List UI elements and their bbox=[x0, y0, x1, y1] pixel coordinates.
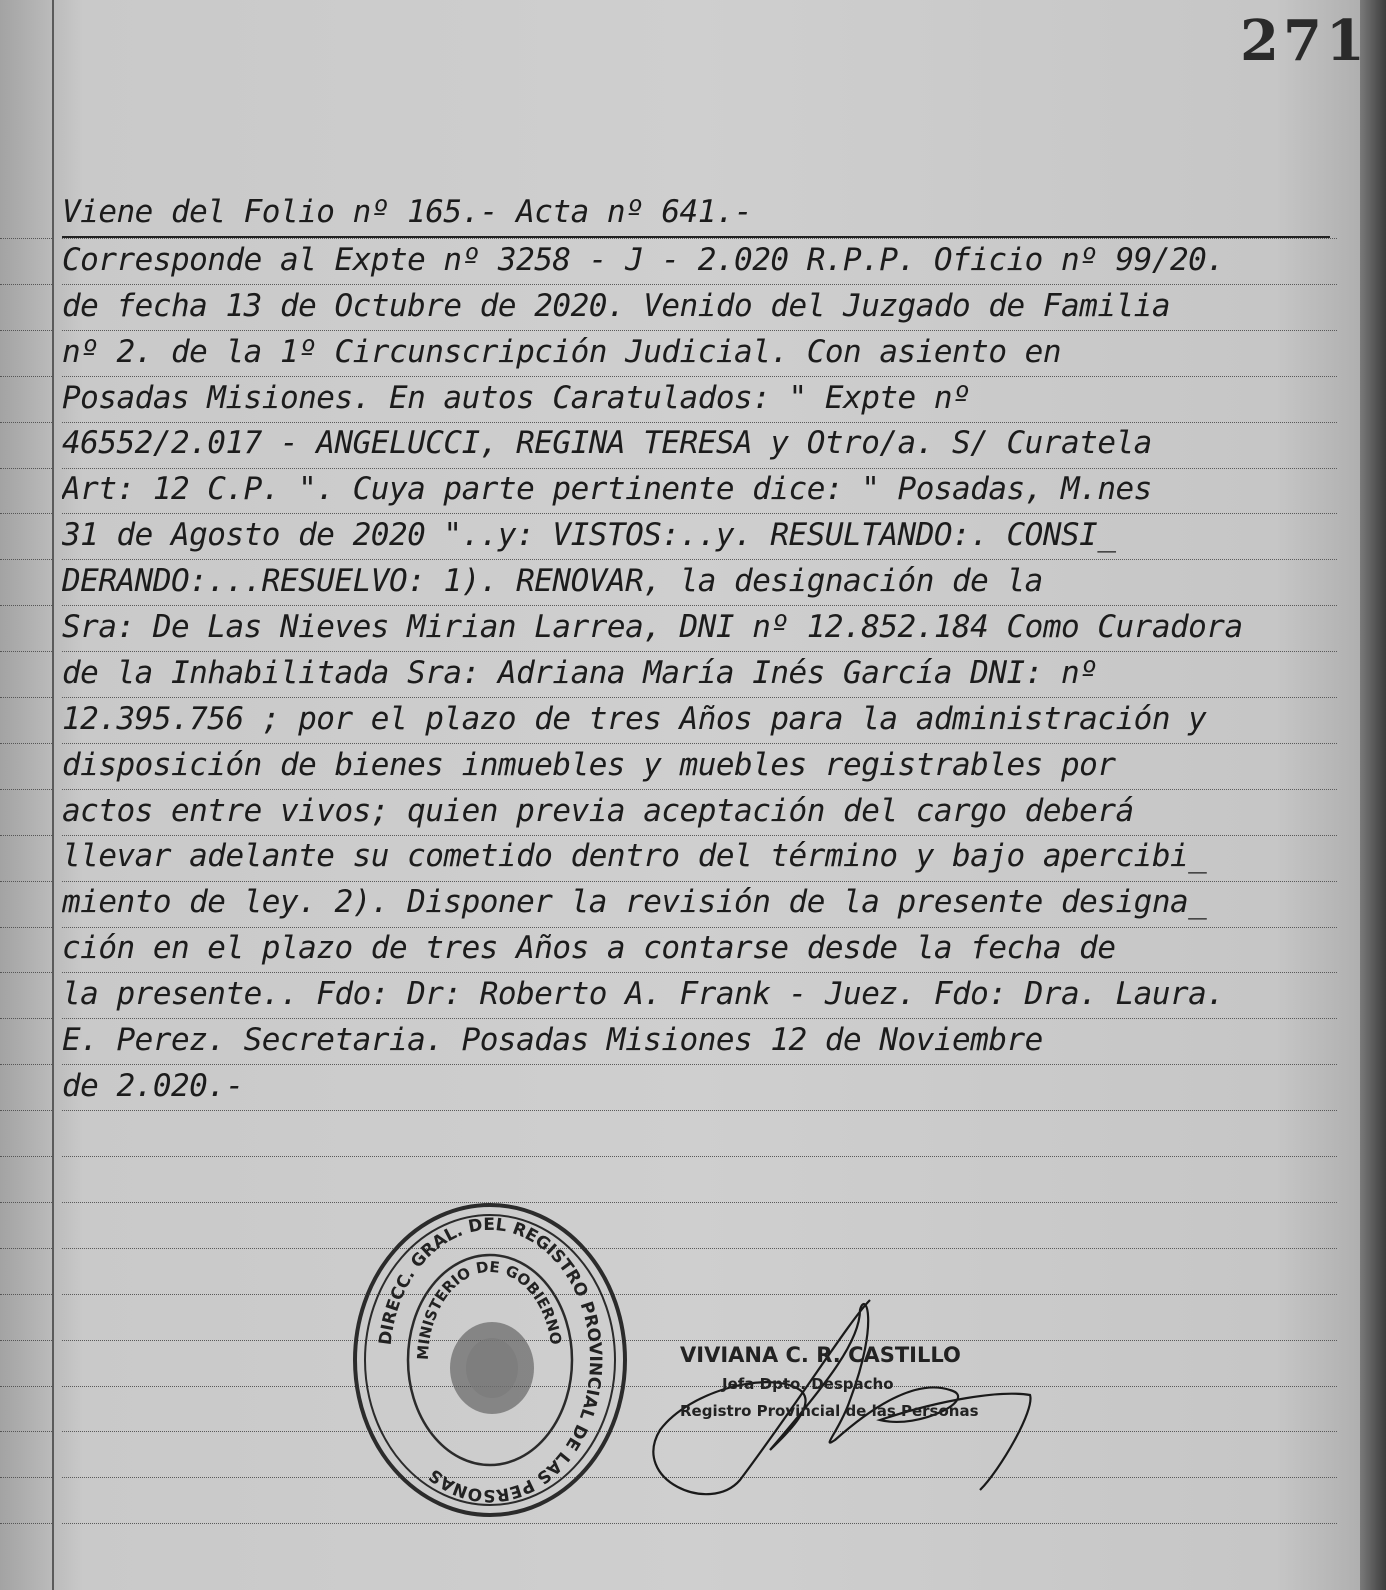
margin-ruled-line bbox=[0, 559, 52, 560]
page-edge-shadow bbox=[1360, 0, 1386, 1590]
margin-ruled-line bbox=[0, 697, 52, 698]
ruled-line bbox=[62, 1202, 1337, 1203]
entry-line: disposición de bienes inmuebles y muebles registrables por bbox=[62, 746, 1116, 783]
stamp-office: Registro Provincial de las Personas bbox=[680, 1402, 979, 1420]
seal-outer-text: DIRECC. GRAL. DEL REGISTRO PROVINCIAL DE LAS PERSONAS bbox=[375, 1214, 606, 1506]
entry-line: de 2.020.- bbox=[62, 1067, 244, 1104]
margin-ruled-line bbox=[0, 1248, 52, 1249]
official-seal bbox=[350, 1200, 630, 1520]
entry-line: ción en el plazo de tres Años a contarse desde la fecha de bbox=[62, 930, 1116, 967]
margin-ruled-line bbox=[0, 1431, 52, 1432]
margin-ruled-line bbox=[0, 835, 52, 836]
margin-ruled-line bbox=[0, 238, 52, 239]
signature-icon bbox=[620, 1280, 1040, 1510]
margin-ruled-line bbox=[0, 1202, 52, 1203]
entry-line: actos entre vivos; quien previa aceptación del cargo deberá bbox=[62, 792, 1134, 829]
margin-ruled-line bbox=[0, 376, 52, 377]
ruled-line bbox=[62, 1110, 1337, 1111]
entry-line: de la Inhabilitada Sra: Adriana María Inés García DNI: nº bbox=[62, 654, 1098, 691]
margin-ruled-line bbox=[0, 1523, 52, 1524]
margin-ruled-line bbox=[0, 513, 52, 514]
stamp-name: VIVIANA C. R. CASTILLO bbox=[680, 1343, 961, 1367]
entry-line: de fecha 13 de Octubre de 2020. Venido del Juzgado de Familia bbox=[62, 287, 1170, 324]
folio-number: 271 bbox=[1240, 8, 1369, 74]
ruled-line bbox=[62, 1248, 1337, 1249]
margin-ruled-line bbox=[0, 605, 52, 606]
margin-ruled-line bbox=[0, 468, 52, 469]
margin-ruled-line bbox=[0, 1156, 52, 1157]
handwritten-entry bbox=[62, 190, 1342, 1110]
stamp-role: Jefa Dpto. Despacho bbox=[722, 1375, 894, 1393]
margin-ruled-line bbox=[0, 1110, 52, 1111]
margin-line bbox=[52, 0, 54, 1590]
entry-line: Posadas Misiones. En autos Caratulados: " Expte nº bbox=[62, 379, 971, 416]
margin-ruled-line bbox=[0, 1340, 52, 1341]
ruled-line bbox=[62, 1156, 1337, 1157]
margin-ruled-line bbox=[0, 972, 52, 973]
ruled-line bbox=[62, 1523, 1337, 1524]
entry-line: Corresponde al Expte nº 3258 - J - 2.020 R.P.P. Oficio nº 99/20. bbox=[62, 241, 1225, 278]
entry-line: 46552/2.017 - ANGELUCCI, REGINA TERESA y Otro/a. S/ Curatela bbox=[62, 425, 1152, 462]
margin-ruled-line bbox=[0, 651, 52, 652]
entry-line: DERANDO:...RESUELVO: 1). RENOVAR, la designación de la bbox=[62, 563, 1043, 600]
margin-ruled-line bbox=[0, 1294, 52, 1295]
margin-ruled-line bbox=[0, 1064, 52, 1065]
margin-ruled-line bbox=[0, 1386, 52, 1387]
margin-ruled-line bbox=[0, 422, 52, 423]
margin-ruled-line bbox=[0, 789, 52, 790]
margin-ruled-line bbox=[0, 1018, 52, 1019]
entry-line: Art: 12 C.P. ". Cuya parte pertinente dice: " Posadas, M.nes bbox=[62, 471, 1152, 508]
margin-ruled-line bbox=[0, 330, 52, 331]
entry-line: miento de ley. 2). Disponer la revisión de la presente designa_ bbox=[62, 884, 1207, 921]
entry-line: Viene del Folio nº 165.- Acta nº 641.- bbox=[62, 190, 1330, 238]
entry-line: E. Perez. Secretaria. Posadas Misiones 12 de Noviembre bbox=[62, 1022, 1043, 1059]
margin-ruled-line bbox=[0, 881, 52, 882]
margin-ruled-line bbox=[0, 743, 52, 744]
entry-line: llevar adelante su cometido dentro del término y bajo apercibi_ bbox=[62, 838, 1207, 875]
entry-line: 12.395.756 ; por el plazo de tres Años para la administración y bbox=[62, 700, 1207, 737]
entry-line: Sra: De Las Nieves Mirian Larrea, DNI nº 12.852.184 Como Curadora bbox=[62, 609, 1243, 646]
margin-ruled-line bbox=[0, 1477, 52, 1478]
margin-ruled-line bbox=[0, 927, 52, 928]
seal-inner-text: MINISTERIO DE GOBIERNO bbox=[413, 1257, 566, 1361]
margin-ruled-line bbox=[0, 284, 52, 285]
entry-line: 31 de Agosto de 2020 "..y: VISTOS:..y. RESULTANDO:. CONSI_ bbox=[62, 517, 1116, 554]
entry-line: la presente.. Fdo: Dr: Roberto A. Frank - Juez. Fdo: Dra. Laura. bbox=[62, 976, 1225, 1013]
entry-line: nº 2. de la 1º Circunscripción Judicial. Con asiento en bbox=[62, 333, 1061, 370]
